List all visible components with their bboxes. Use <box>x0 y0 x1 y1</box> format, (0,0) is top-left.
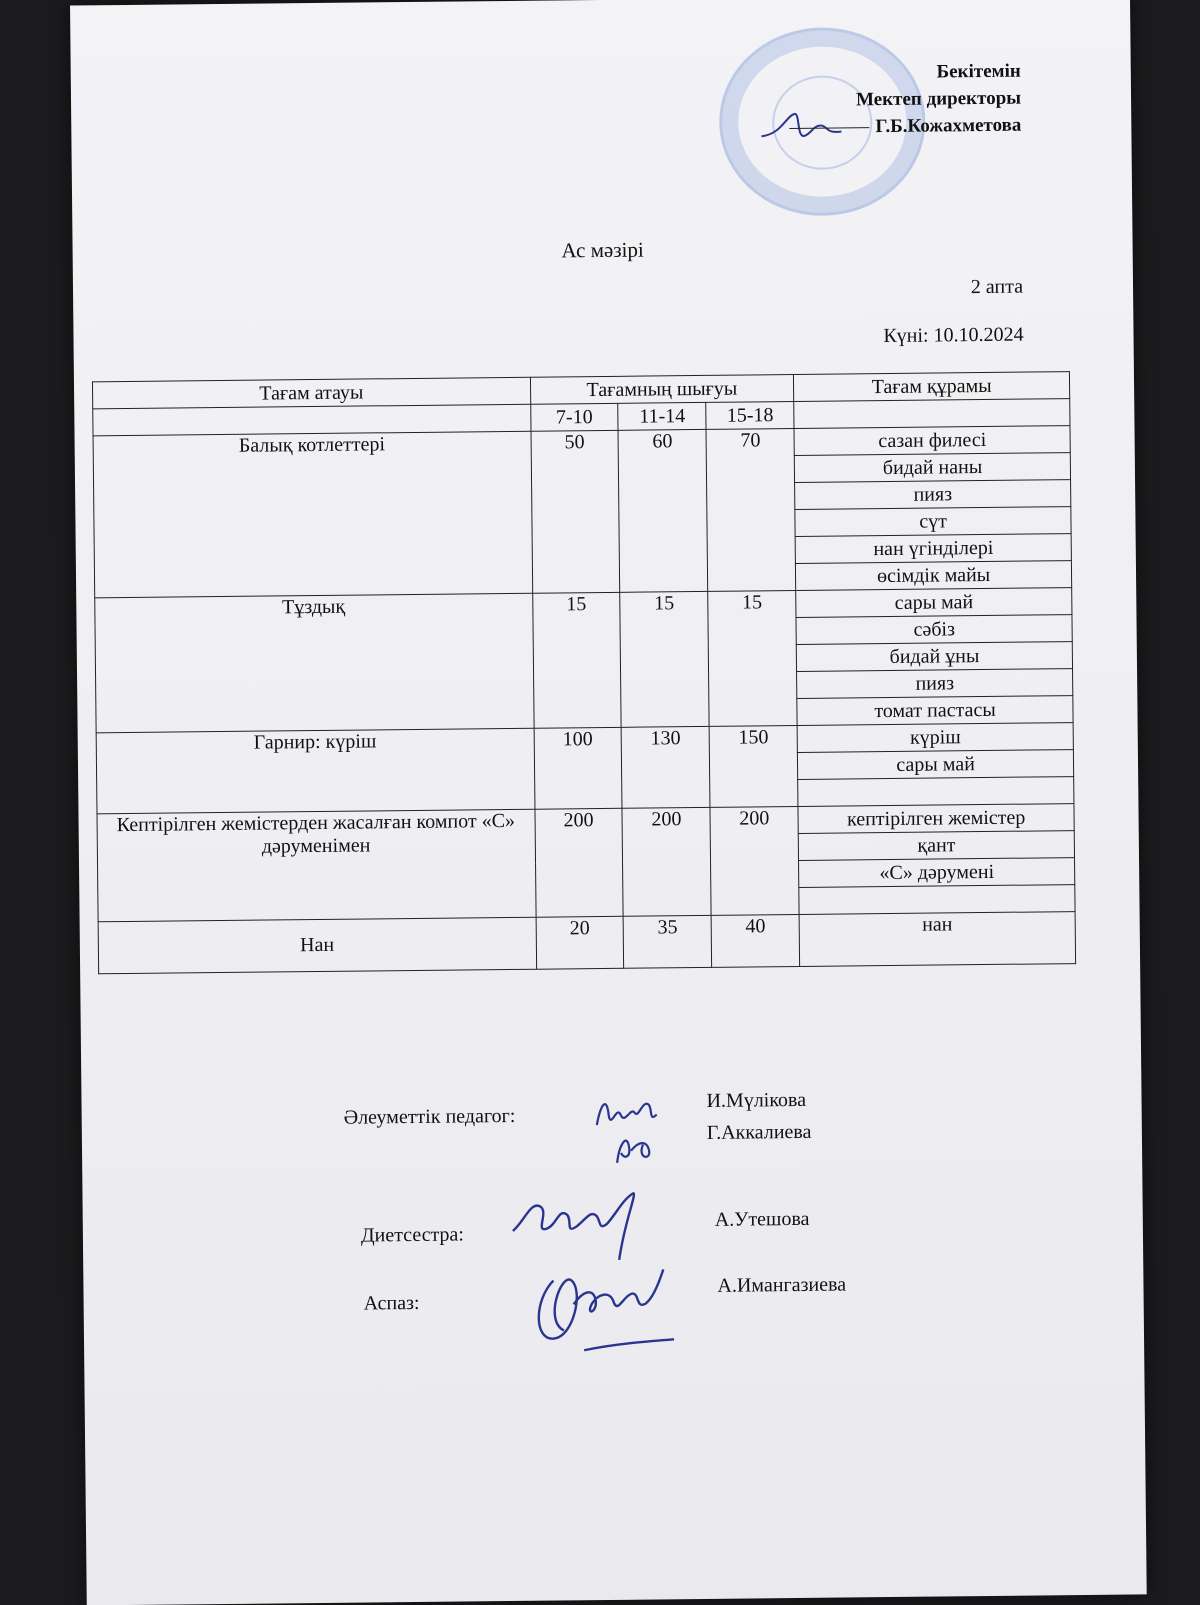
dietitian-name: А.Утешова <box>714 1207 810 1231</box>
cook-signature <box>523 1259 684 1361</box>
ingredient: пияз <box>797 669 1073 699</box>
dish-qty: 50 <box>531 430 621 593</box>
social-pedagogue-label: Әлеуметтік педагог: <box>343 1104 516 1129</box>
ingredient: өсімдік майы <box>796 561 1072 591</box>
dietitian-label: Диетсестра: <box>360 1223 465 1247</box>
dish-qty: 200 <box>534 808 623 917</box>
ingredient: томат пастасы <box>797 696 1073 726</box>
dish-qty: 60 <box>618 429 708 592</box>
ingredient: сары май <box>796 588 1072 618</box>
cook-label: Аспаз: <box>363 1291 420 1315</box>
ingredient <box>798 777 1074 807</box>
dish-qty: 150 <box>709 725 798 807</box>
social-pedagogue-name: И.Мүлікова <box>706 1088 807 1112</box>
date-label: Күні: 10.10.2024 <box>883 323 1024 348</box>
signature-line <box>789 127 869 129</box>
menu-document <box>70 0 1147 1605</box>
header-composition: Тағам құрамы <box>794 372 1070 402</box>
week-label: 2 апта <box>970 275 1024 299</box>
header-age-group: 7-10 <box>530 403 618 431</box>
ingredient: кептірілген жемістер <box>798 804 1074 834</box>
ingredient: пияз <box>795 480 1071 510</box>
ingredient: сазан филесі <box>794 426 1070 456</box>
page-title: Ас мәзірі <box>561 237 644 263</box>
dish-qty: 100 <box>534 727 623 809</box>
header-age-group: 15-18 <box>706 401 794 429</box>
social-pedagogue-names <box>706 1084 811 1149</box>
dish-qty: 200 <box>710 806 799 915</box>
approval-block <box>789 58 1022 141</box>
dish-qty: 40 <box>711 914 799 967</box>
social-pedagogue-signature <box>586 1084 677 1170</box>
table-row <box>98 912 1075 974</box>
director-name: Г.Б.Кожахметова <box>875 114 1022 138</box>
dish-qty: 15 <box>620 591 709 727</box>
ingredient <box>799 885 1075 915</box>
header-yield: Тағамның шығуы <box>530 374 794 404</box>
ingredient: қант <box>798 831 1074 861</box>
dish-qty: 35 <box>624 915 712 968</box>
header-blank <box>794 399 1070 429</box>
dish-qty: 130 <box>622 726 711 808</box>
ingredient: сүт <box>795 507 1071 537</box>
approval-heading: Бекітемін <box>936 60 1021 83</box>
ingredient: «С» дәрумені <box>799 858 1075 888</box>
ingredient: нан үгінділері <box>795 534 1071 564</box>
ingredient: бидай ұны <box>796 642 1072 672</box>
ingredient: сәбіз <box>796 615 1072 645</box>
dish-qty: 15 <box>708 590 797 726</box>
ingredient: күріш <box>797 723 1073 753</box>
ingredient: нан <box>799 912 1075 967</box>
dish-qty: 15 <box>532 592 621 728</box>
dish-name: Кептірілген жемістерден жасалған компот «С» дәруменімен <box>97 809 536 922</box>
dish-name: Гарнир: күріш <box>96 728 534 814</box>
dish-qty: 20 <box>536 916 624 969</box>
dish-qty: 70 <box>706 428 796 591</box>
dish-name: Нан <box>98 917 536 974</box>
dish-name: Балық котлеттері <box>93 431 532 598</box>
header-dish-name: Тағам атауы <box>92 377 530 409</box>
dish-name: Тұздық <box>95 593 534 733</box>
cook-name: А.Имангазиева <box>717 1273 847 1297</box>
ingredient: бидай наны <box>794 453 1070 483</box>
menu-table <box>92 371 1076 974</box>
dish-qty: 200 <box>622 807 711 916</box>
social-pedagogue-name: Г.Аккалиева <box>706 1120 812 1144</box>
ingredient: сары май <box>798 750 1074 780</box>
dietitian-signature <box>504 1179 655 1271</box>
header-age-group: 11-14 <box>618 402 706 430</box>
approval-position: Мектеп директоры <box>855 87 1022 111</box>
